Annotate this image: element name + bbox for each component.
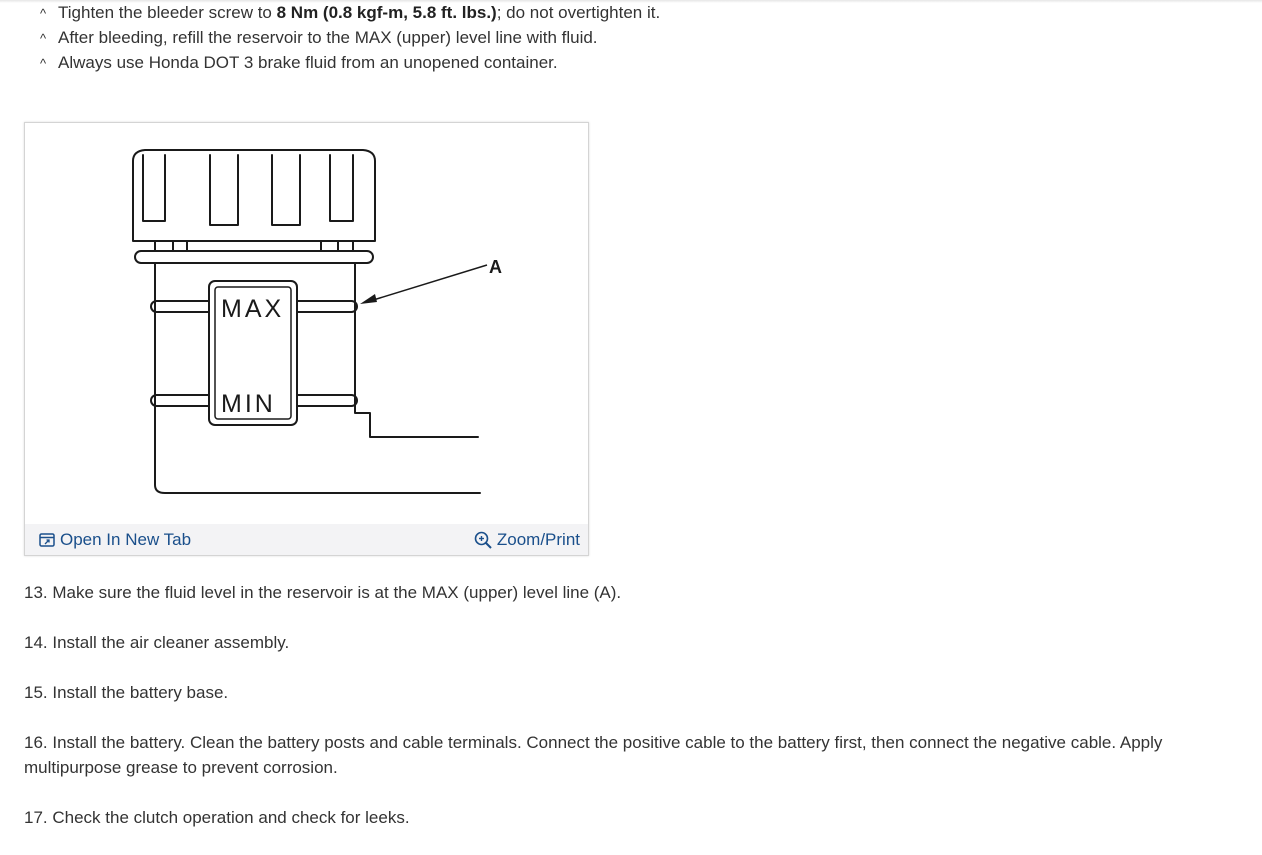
min-label: MIN	[221, 390, 276, 418]
procedure-steps	[24, 580, 1244, 855]
torque-value: 8 Nm (0.8 kgf-m, 5.8 ft. lbs.)	[276, 3, 497, 22]
caret-up-icon: ^	[40, 31, 47, 46]
step-15: 15. Install the battery base.	[24, 683, 229, 702]
cap-ridge	[272, 155, 300, 225]
cap-outline	[133, 150, 375, 241]
reservoir-figure	[24, 122, 589, 556]
figure-toolbar	[25, 524, 588, 555]
bullet-item	[40, 0, 660, 25]
bullet-text: Always use Honda DOT 3 brake fluid from an unopened container.	[58, 53, 558, 72]
callout-label: A	[489, 257, 502, 277]
open-new-tab-icon	[39, 533, 55, 547]
callout-arrowhead	[360, 294, 377, 304]
cap-ridge	[330, 155, 353, 221]
cap-ridge	[143, 155, 165, 221]
open-in-new-tab-label: Open In New Tab	[60, 529, 192, 549]
step-13: 13. Make sure the fluid level in the reservoir is at the MAX (upper) level line (A).	[24, 583, 622, 602]
zoom-print-link[interactable]	[474, 530, 580, 550]
zoom-in-icon	[474, 531, 492, 549]
callout-leader	[370, 265, 487, 301]
cap-ridge	[210, 155, 238, 225]
step-16: 16. Install the battery. Clean the battery posts and cable terminals. Connect the positive cable to the battery first, then connect the negative cable. Apply multipurpose grease to prevent corrosion.	[24, 733, 1163, 777]
zoom-print-label: Zoom/Print	[496, 529, 580, 549]
bullet-item	[40, 50, 660, 75]
bullet-text-prefix: Tighten the bleeder screw to	[58, 3, 277, 22]
body-right-outline	[355, 263, 478, 437]
step-17: 17. Check the clutch operation and check for leeks.	[24, 808, 410, 827]
bullet-item	[40, 25, 660, 50]
collar-ring	[135, 251, 373, 263]
caret-up-icon: ^	[40, 56, 47, 71]
body-left-outline	[155, 263, 480, 493]
caret-up-icon: ^	[40, 6, 47, 21]
reservoir-illustration	[25, 123, 588, 523]
max-label: MAX	[221, 295, 285, 323]
step-14: 14. Install the air cleaner assembly.	[24, 633, 290, 652]
bullet-text: After bleeding, refill the reservoir to the MAX (upper) level line with fluid.	[58, 28, 598, 47]
bullet-list	[40, 0, 660, 75]
bullet-text-suffix: ; do not overtighten it.	[496, 3, 661, 22]
open-in-new-tab-link[interactable]	[39, 530, 191, 550]
